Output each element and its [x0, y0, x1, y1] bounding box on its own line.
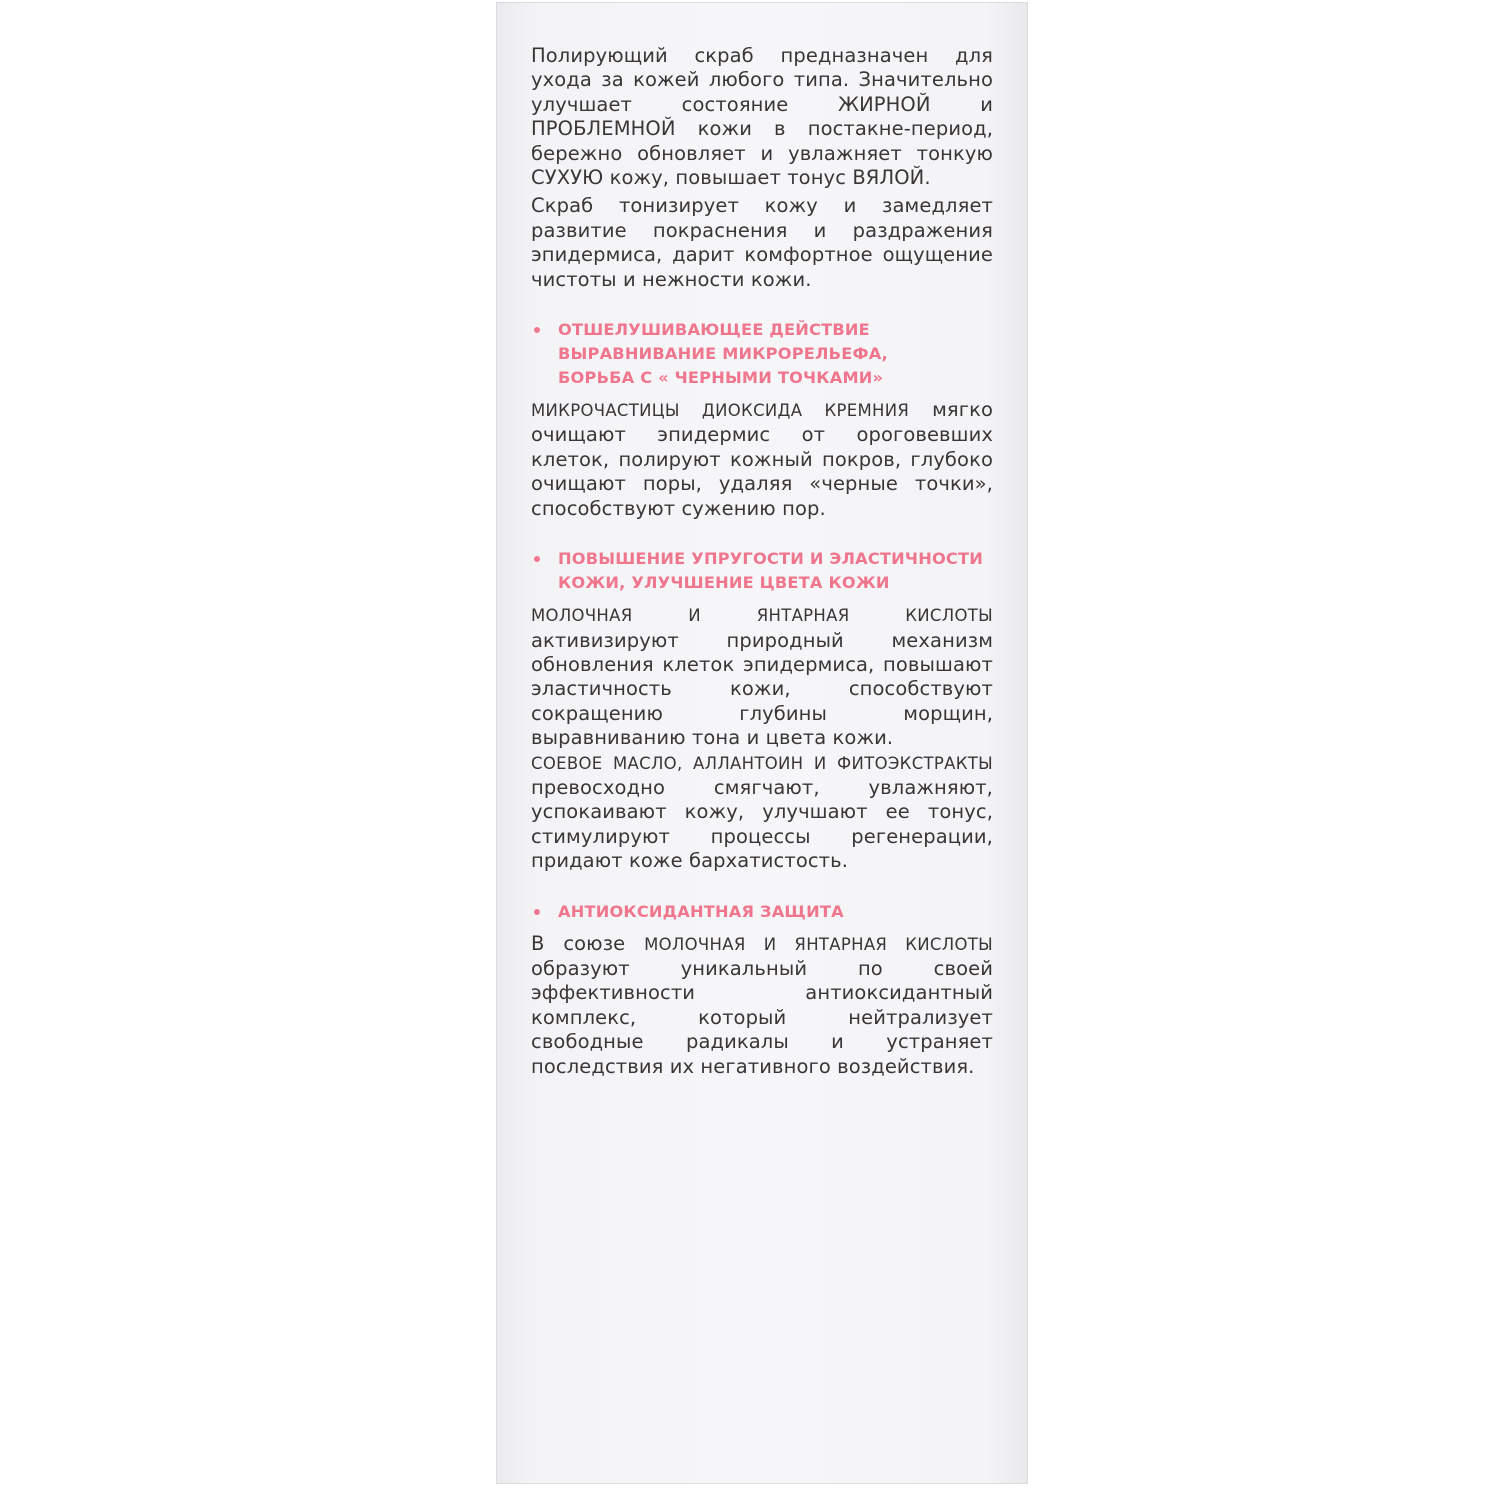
- intro-paragraph-2: Скраб тонизирует кожу и замедляет развитие покраснения и раздражения эпидермиса, дарит комфортное ощущение чистоты и нежности кожи.: [531, 194, 993, 291]
- section-antioxidant: [531, 900, 993, 1079]
- section-body-text: образуют уникальный по своей эффективности антиоксидантный комплекс, который нейтрализует свободные радикалы и устраняет последствия их негативного воздействия.: [531, 956, 993, 1078]
- section-heading-text: АНТИОКСИДАНТНАЯ ЗАЩИТА: [558, 901, 844, 921]
- section-heading-text: ПОВЫШЕНИЕ УПРУГОСТИ И ЭЛАСТИЧНОСТИ КОЖИ, УЛУЧШЕНИЕ ЦВЕТА КОЖИ: [558, 549, 983, 593]
- section-heading-text: ОТШЕЛУШИВАЮЩЕЕ ДЕЙСТВИЕ ВЫРАВНИВАНИЕ МИКРОРЕЛЬЕФА, БОРЬБА С « ЧЕРНЫМИ ТОЧКАМИ»: [558, 320, 888, 388]
- ingredient-highlight: МИКРОЧАСТИЦЫ ДИОКСИДА КРЕМНИЯ: [531, 401, 910, 421]
- bullet-dot-icon: [534, 909, 540, 915]
- section-heading: [531, 318, 993, 390]
- ingredient-highlight: МОЛОЧНАЯ И ЯНТАРНАЯ КИСЛОТЫ: [644, 934, 993, 954]
- section-body-2: [531, 751, 993, 874]
- section-elasticity: [531, 547, 993, 873]
- section-body: [531, 932, 993, 1079]
- section-exfoliation: [531, 318, 993, 521]
- section-body-prefix: В союзе: [531, 931, 645, 955]
- section-heading: [531, 547, 993, 595]
- section-body-text: превосходно смягчают, увлажняют, успокаивают кожу, улучшают ее тонус, стимулируют процессы регенерации, придают коже бархатистость.: [531, 775, 993, 873]
- section-body-text: активизируют природный механизм обновления клеток эпидермиса, повышают эластичность кожи, способствуют сокращению глубины морщин, выравниванию тона и цвета кожи.: [531, 628, 993, 750]
- section-body: [531, 398, 993, 521]
- section-heading: [531, 900, 993, 924]
- ingredient-highlight: СОЕВОЕ МАСЛО, АЛЛАНТОИН И ФИТОЭКСТРАКТЫ: [531, 753, 993, 773]
- bullet-dot-icon: [534, 556, 540, 562]
- ingredient-highlight: МОЛОЧНАЯ И ЯНТАРНАЯ КИСЛОТЫ: [531, 606, 993, 626]
- bullet-dot-icon: [534, 327, 540, 333]
- section-body: [531, 603, 993, 750]
- intro-paragraph-1: Полирующий скраб предназначен для ухода за кожей любого типа. Значительно улучшает состояние ЖИРНОЙ и ПРОБЛЕМНОЙ кожи в постакне-период, бережно обновляет и увлажняет тонкую СУХУЮ кожу, повышает тонус ВЯЛОЙ.: [531, 44, 993, 190]
- product-description: [531, 44, 993, 1079]
- section-body-text: мягко очищают эпидермис от ороговевших клеток, полируют кожный покров, глубоко очищают поры, удаляя «черные точки», способствуют сужению пор.: [531, 398, 993, 520]
